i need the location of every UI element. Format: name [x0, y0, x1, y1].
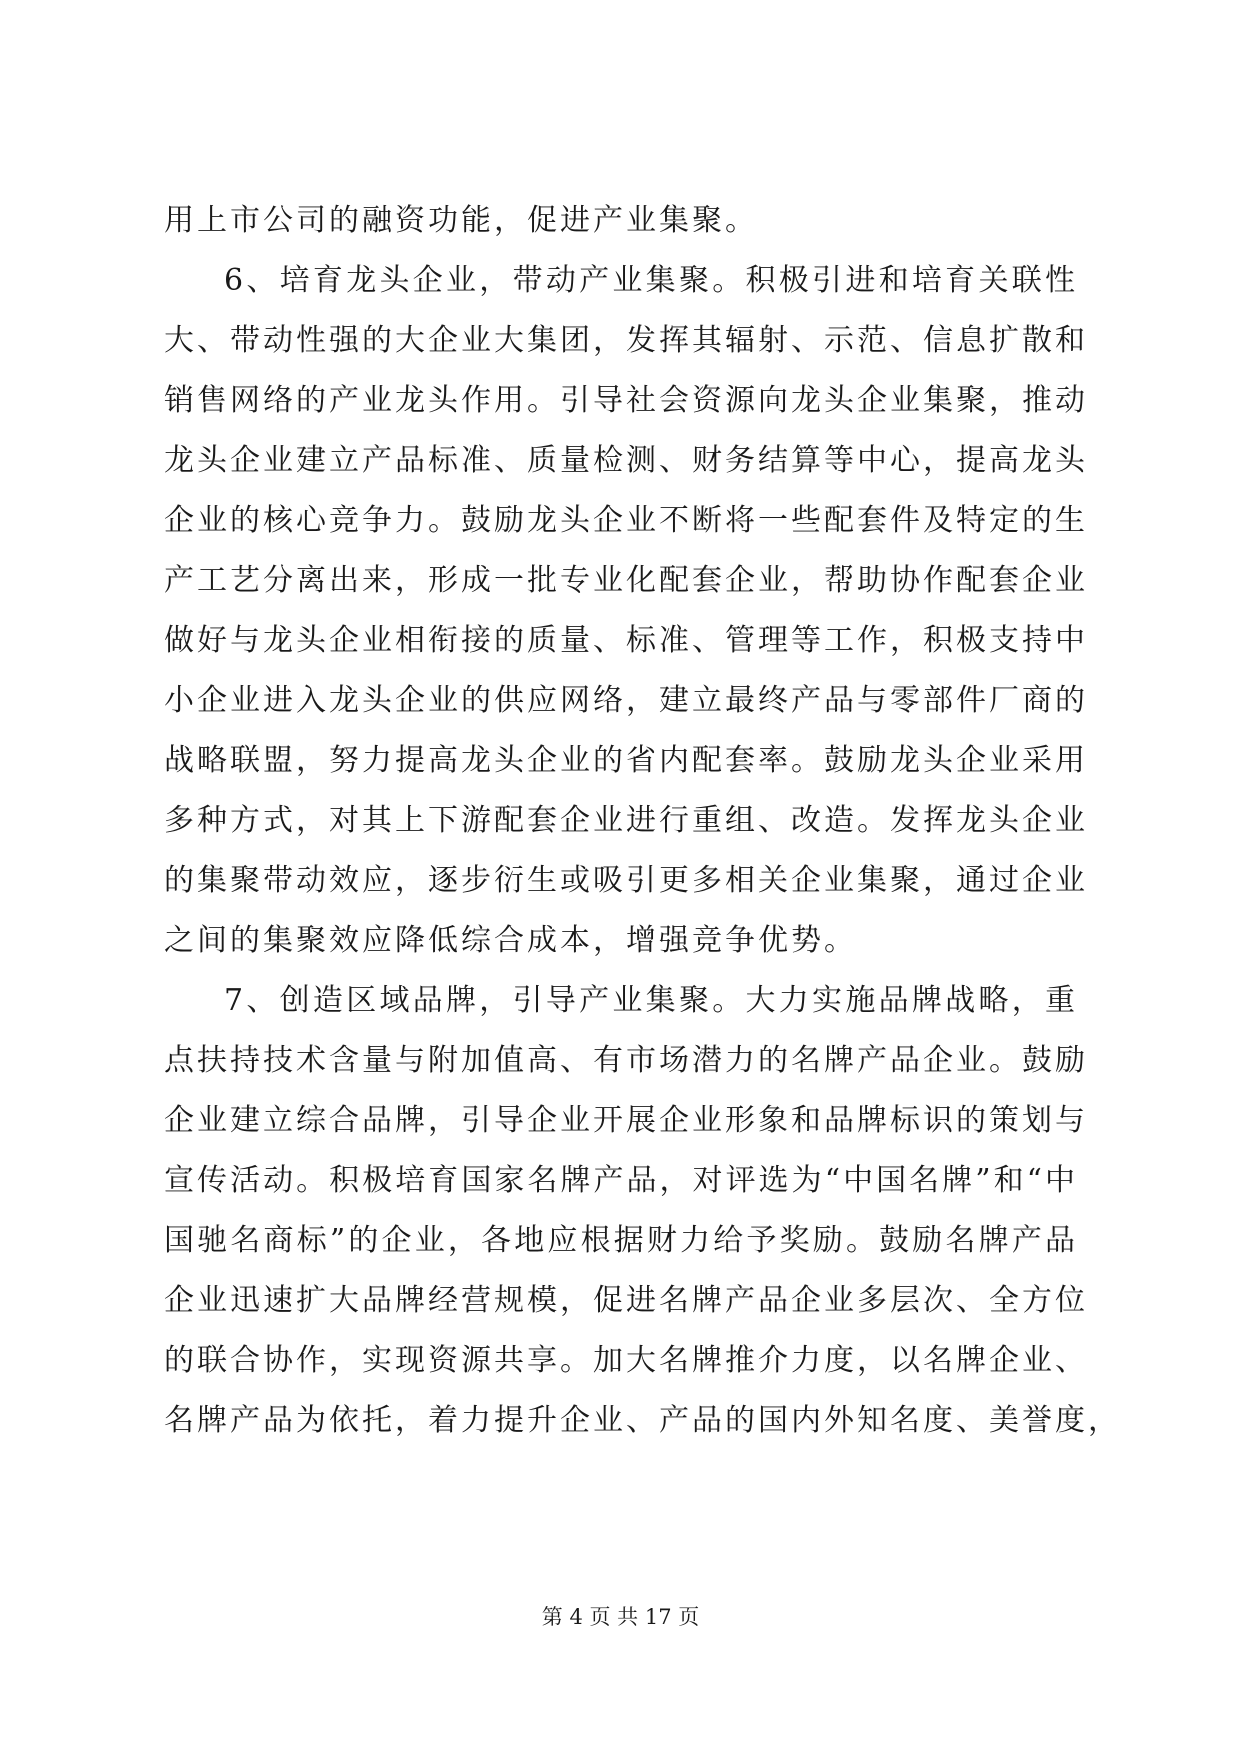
- text-line: 企业建立综合品牌，引导企业开展企业形象和品牌标识的策划与: [164, 1103, 1088, 1138]
- page-number-footer: 第 4 页 共 17 页: [541, 1605, 700, 1629]
- text-line: 企业迅速扩大品牌经营规模，促进名牌产品企业多层次、全方位: [164, 1283, 1088, 1318]
- text-line: 多种方式，对其上下游配套企业进行重组、改造。发挥龙头企业: [164, 803, 1088, 838]
- text-line: 龙头企业建立产品标准、质量检测、财务结算等中心，提高龙头: [164, 443, 1088, 478]
- text-line: 名牌产品为依托，着力提升企业、产品的国内外知名度、美誉度，: [164, 1403, 1121, 1438]
- text-line: 的联合协作，实现资源共享。加大名牌推介力度，以名牌企业、: [164, 1343, 1088, 1378]
- text-line: 用上市公司的融资功能，促进产业集聚。: [164, 203, 758, 238]
- text-line: 之间的集聚效应降低综合成本，增强竞争优势。: [164, 923, 857, 958]
- text-line: 做好与龙头企业相衔接的质量、标准、管理等工作，积极支持中: [164, 623, 1088, 658]
- paragraph-6-start: 6、培育龙头企业，带动产业集聚。积极引进和培育关联性: [224, 263, 1078, 298]
- text-line: 宣传活动。积极培育国家名牌产品，对评选为“中国名牌”和“中: [164, 1163, 1078, 1198]
- text-line: 点扶持技术含量与附加值高、有市场潜力的名牌产品企业。鼓励: [164, 1043, 1088, 1078]
- text-line: 小企业进入龙头企业的供应网络，建立最终产品与零部件厂商的: [164, 683, 1088, 718]
- text-line: 的集聚带动效应，逐步衍生或吸引更多相关企业集聚，通过企业: [164, 863, 1088, 898]
- text-line: 国驰名商标”的企业，各地应根据财力给予奖励。鼓励名牌产品: [164, 1223, 1078, 1258]
- text-line: 销售网络的产业龙头作用。引导社会资源向龙头企业集聚，推动: [164, 383, 1088, 418]
- text-line: 产工艺分离出来，形成一批专业化配套企业，帮助协作配套企业: [164, 563, 1088, 598]
- text-line: 战略联盟，努力提高龙头企业的省内配套率。鼓励龙头企业采用: [164, 743, 1088, 778]
- text-line: 企业的核心竞争力。鼓励龙头企业不断将一些配套件及特定的生: [164, 503, 1088, 538]
- text-line: 大、带动性强的大企业大集团，发挥其辐射、示范、信息扩散和: [164, 323, 1088, 358]
- paragraph-7-start: 7、创造区域品牌，引导产业集聚。大力实施品牌战略，重: [224, 983, 1078, 1018]
